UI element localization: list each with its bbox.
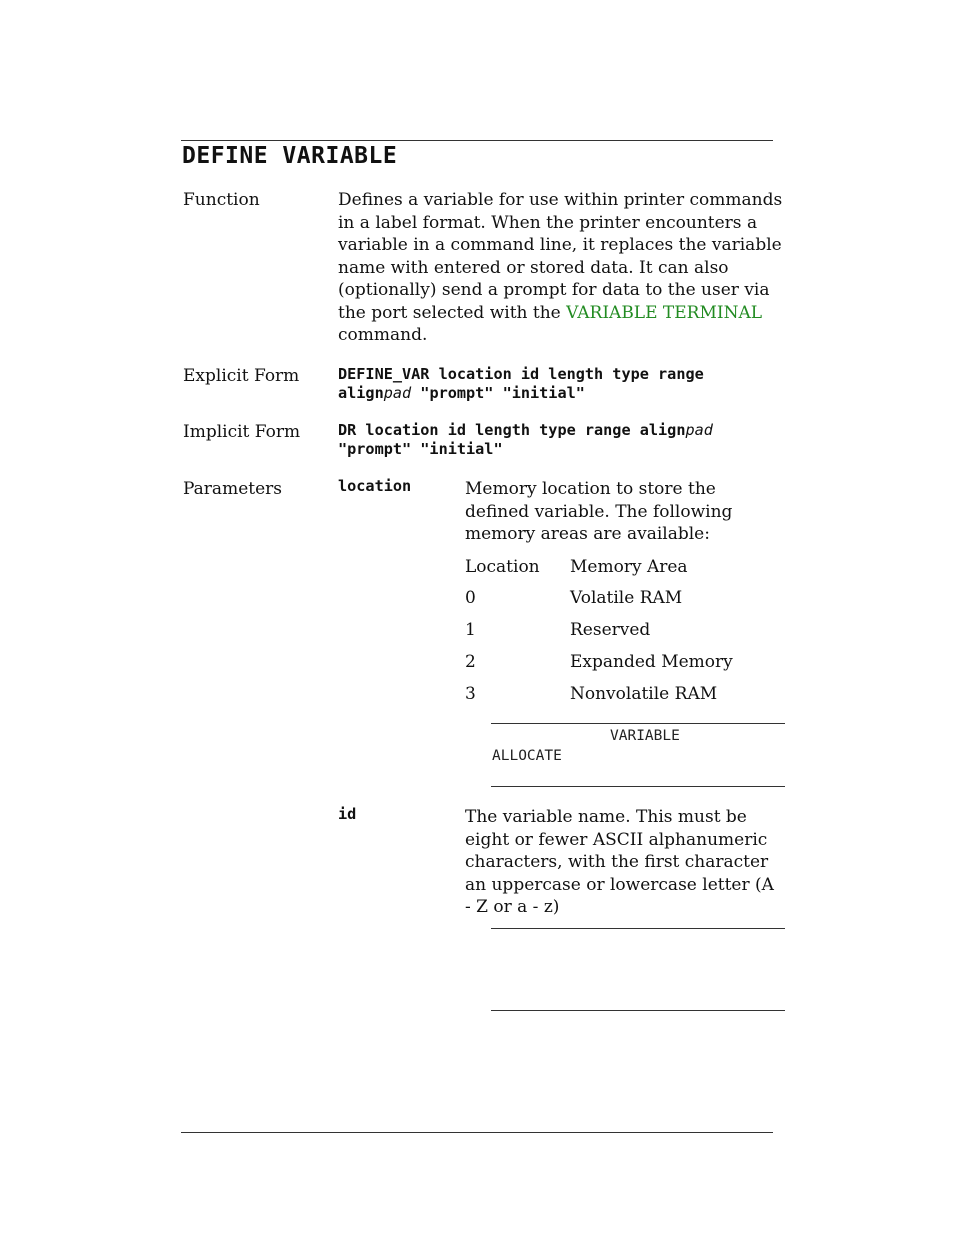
function-description xyxy=(338,189,788,347)
implicit-line2: "prompt" "initial" xyxy=(338,440,503,458)
explicit-prompt: "prompt" "initial" xyxy=(411,384,585,402)
table-row-0-memory: Volatile RAM xyxy=(570,588,683,608)
table-row-2-location: 2 xyxy=(465,652,476,672)
top-rule xyxy=(181,140,773,141)
table-row-3-location: 3 xyxy=(465,684,476,704)
implicit-form-label: Implicit Form xyxy=(183,422,301,442)
table-row-1-location: 1 xyxy=(465,620,476,640)
page-title: DEFINE VARIABLE xyxy=(182,143,398,169)
bottom-rule xyxy=(181,1132,773,1133)
table-header-location: Location xyxy=(465,557,540,577)
note2-top-rule xyxy=(491,928,785,929)
note-variable: VARIABLE xyxy=(610,728,680,744)
table-row-2-memory: Expanded Memory xyxy=(570,652,733,672)
param-location-name: location xyxy=(338,477,412,495)
function-text: Defines a variable for use within printer commands in a label format. When the printer encounters a variable in a command line, it replaces the variable name with entered or stored data. It can also (optionally) send a prompt for data to the user via the port selected with the xyxy=(338,190,783,323)
note-bottom-rule xyxy=(491,786,785,787)
table-row-1-memory: Reserved xyxy=(570,620,651,640)
note2-bottom-rule xyxy=(491,1010,785,1011)
parameters-label: Parameters xyxy=(183,479,282,499)
param-location-description: Memory location to store the defined variable. The following memory areas are available: xyxy=(465,479,733,544)
table-header-memory-area: Memory Area xyxy=(570,557,688,577)
param-id-description: The variable name. This must be eight or fewer ASCII alphanumeric characters, with the first character an uppercase or lowercase letter (A - Z or a - z) xyxy=(465,807,774,917)
explicit-line1: DEFINE_VAR location id length type range xyxy=(338,365,704,383)
implicit-form-syntax xyxy=(338,421,788,459)
param-id-name: id xyxy=(338,805,357,823)
table-row-3-memory: Nonvolatile RAM xyxy=(570,684,718,704)
note-allocate: ALLOCATE xyxy=(492,748,562,764)
function-text-end: command. xyxy=(338,325,428,345)
variable-terminal-link[interactable]: VARIABLE TERMINAL xyxy=(566,302,763,323)
implicit-pad: pad xyxy=(685,421,713,439)
explicit-pad: pad xyxy=(383,384,412,402)
function-label: Function xyxy=(183,190,260,210)
implicit-line1: DR location id length type range align xyxy=(338,421,686,439)
note-top-rule xyxy=(491,723,785,724)
explicit-form-syntax xyxy=(338,365,788,403)
table-row-0-location: 0 xyxy=(465,588,476,608)
explicit-form-label: Explicit Form xyxy=(183,366,300,386)
explicit-align: align xyxy=(338,384,384,402)
